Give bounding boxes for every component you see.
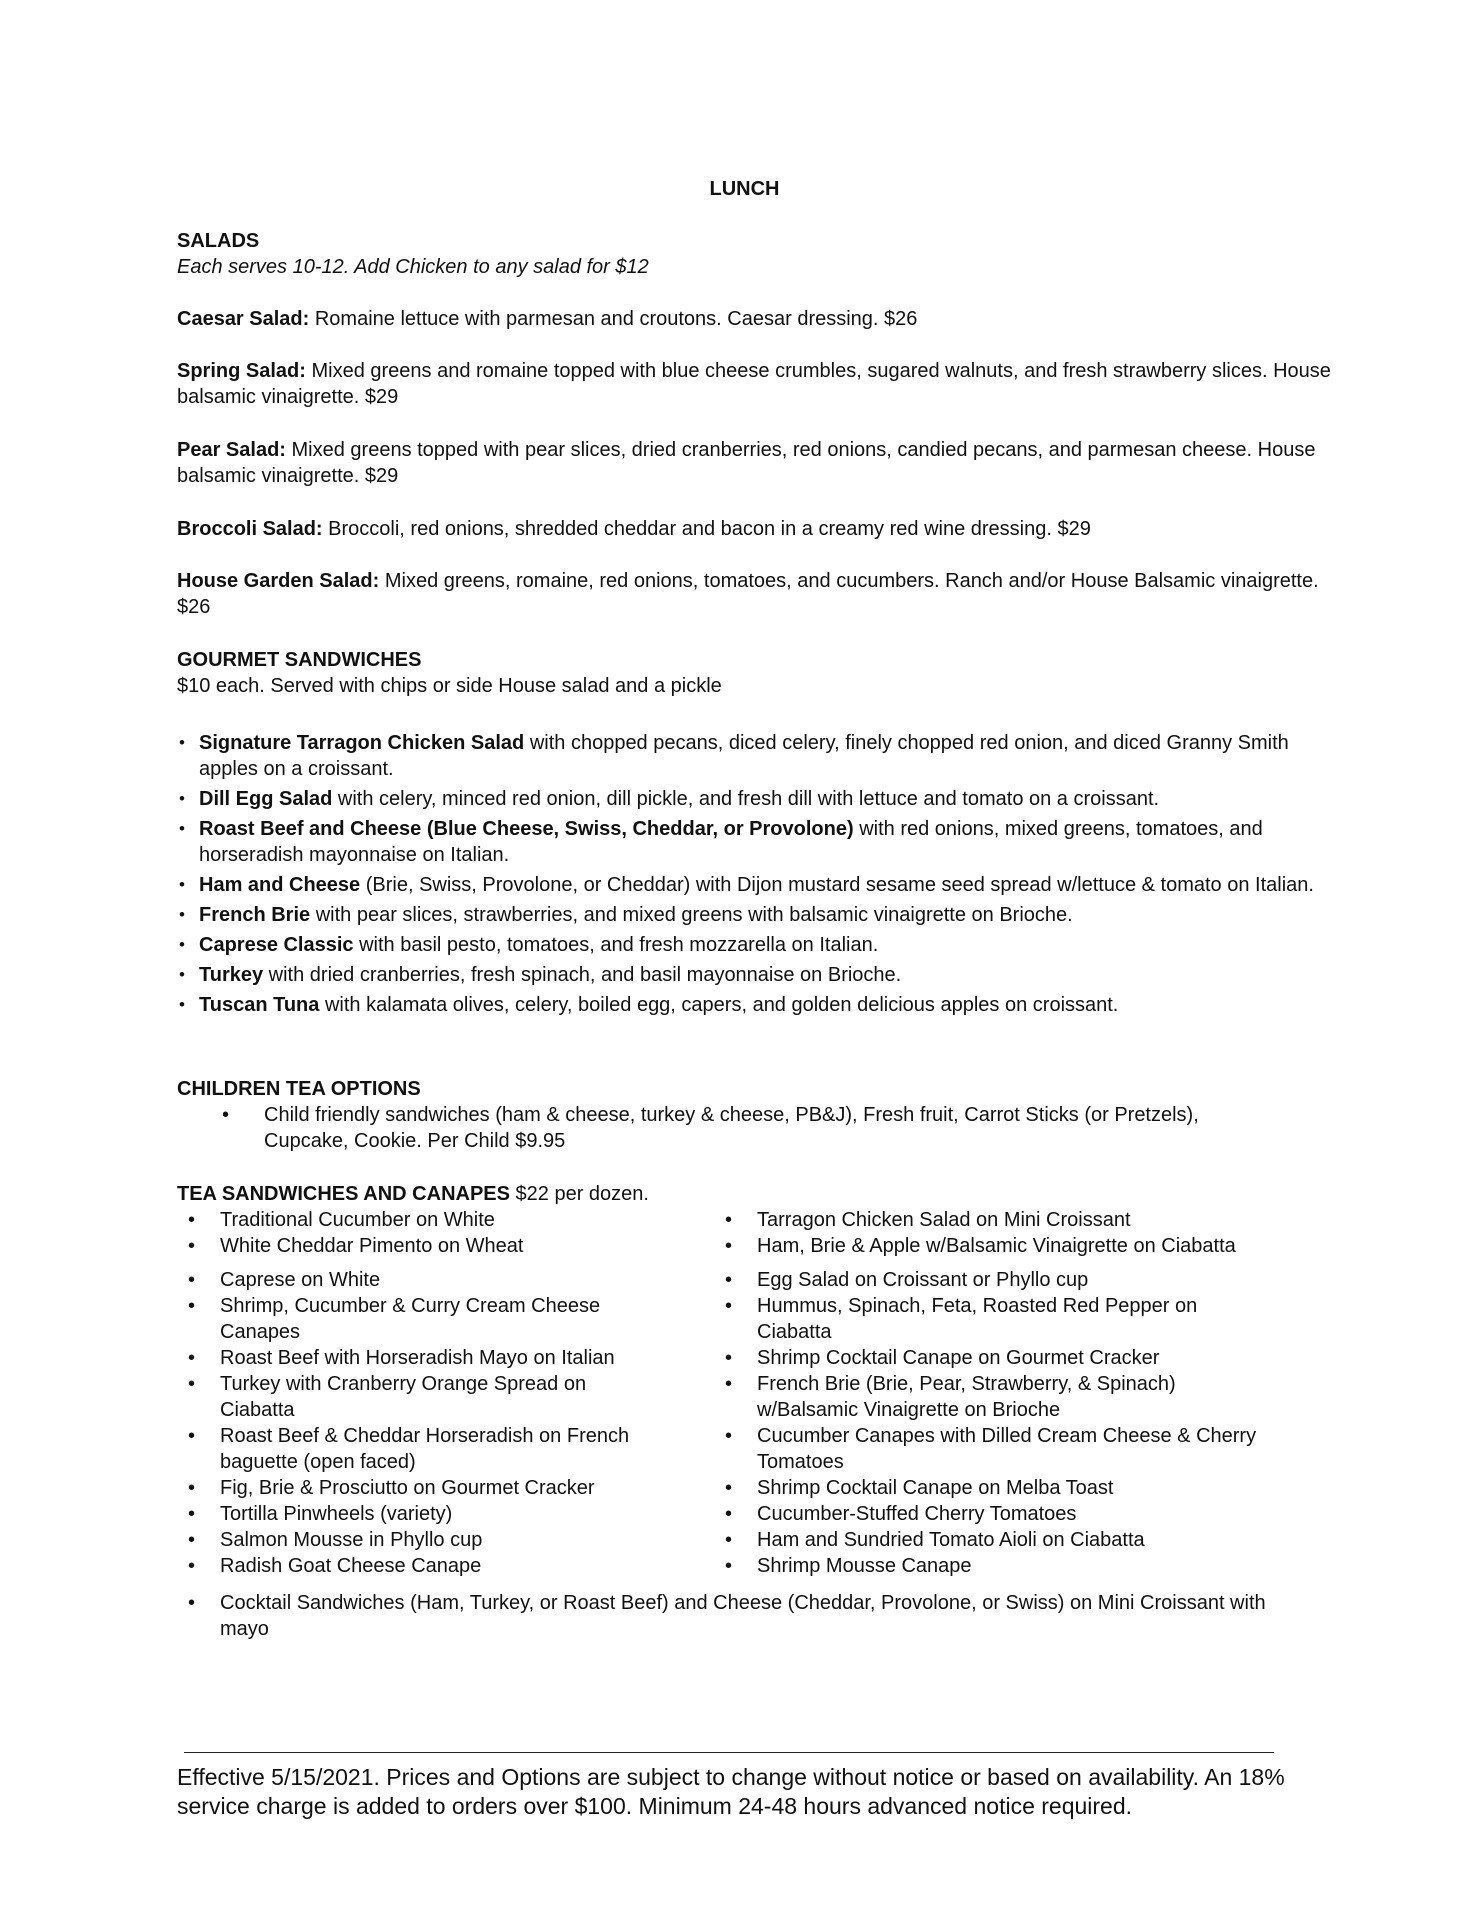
list-item [177, 962, 1317, 988]
salad-name: Caesar Salad: [177, 308, 310, 330]
list-item [177, 1553, 707, 1579]
bullet-icon: • [188, 1235, 196, 1257]
list-item [714, 1267, 1334, 1293]
list-item [177, 730, 1317, 782]
tea-item-text: Radish Goat Cheese Canape [220, 1555, 482, 1577]
salad-item [177, 568, 1337, 620]
salad-desc: Mixed greens and romaine topped with blue cheese crumbles, sugared walnuts, and fresh strawberry slices. House balsamic vinaigrette. $29 [177, 360, 1331, 408]
sandwich-desc: (Brie, Swiss, Provolone, or Cheddar) with Dijon mustard sesame seed spread w/lettuce & tomato on Italian. [360, 874, 1314, 896]
bullet-icon: • [725, 1425, 733, 1447]
tea-price: $22 per dozen. [509, 1183, 649, 1205]
salad-item [177, 306, 1337, 332]
children-section [177, 1076, 1317, 1154]
sandwich-name: Caprese Classic [199, 934, 354, 956]
sandwich-desc: with celery, minced red onion, dill pickle, and fresh dill with lettuce and tomato on a croissant. [332, 788, 1160, 810]
list-item [177, 786, 1317, 812]
list-item [714, 1423, 1257, 1475]
sandwich-desc: with dried cranberries, fresh spinach, and basil mayonnaise on Brioche. [263, 964, 902, 986]
list-item [177, 1233, 707, 1259]
salads-note: Each serves 10-12. Add Chicken to any salad for $12 [177, 256, 649, 278]
children-item-text: Child friendly sandwiches (ham & cheese, turkey & cheese, PB&J), Fresh fruit, Carrot Sticks (or Pretzels), Cupcake, Cookie. Per Child $9.95 [264, 1104, 1199, 1152]
list-item [177, 1102, 1264, 1154]
sandwiches-section [177, 647, 1337, 699]
children-heading: CHILDREN TEA OPTIONS [177, 1078, 421, 1100]
footer-notice: Effective 5/15/2021. Prices and Options are subject to change without notice or based on availability. An 18% service charge is added to orders over $100. Minimum 24-48 hours advanced notice required. [177, 1764, 1285, 1819]
list-item [714, 1475, 1334, 1501]
tea-right-column [714, 1207, 1334, 1579]
tea-item-text: Shrimp Cocktail Canape on Melba Toast [757, 1477, 1114, 1499]
sandwich-name: Dill Egg Salad [199, 788, 333, 810]
salads-heading: SALADS [177, 230, 260, 252]
bullet-icon: • [725, 1555, 733, 1577]
bullet-icon: • [188, 1529, 196, 1551]
bullet-icon: • [188, 1209, 196, 1231]
tea-item-text: Ham and Sundried Tomato Aioli on Ciabatta [757, 1529, 1145, 1551]
tea-item-text: Ham, Brie & Apple w/Balsamic Vinaigrette on Ciabatta [757, 1235, 1236, 1257]
tea-item-text: Salmon Mousse in Phyllo cup [220, 1529, 483, 1551]
tea-last-item [177, 1590, 1307, 1642]
salad-name: Broccoli Salad: [177, 518, 323, 540]
bullet-icon: • [725, 1295, 733, 1317]
tea-item-text: Shrimp Cocktail Canape on Gourmet Cracker [757, 1347, 1160, 1369]
salad-desc: Romaine lettuce with parmesan and croutons. Caesar dressing. $26 [309, 308, 918, 330]
sandwich-name: Roast Beef and Cheese (Blue Cheese, Swiss, Cheddar, or Provolone) [199, 818, 854, 840]
tea-item-text: Traditional Cucumber on White [220, 1209, 495, 1231]
tea-item-text: Roast Beef & Cheddar Horseradish on French baguette (open faced) [220, 1425, 630, 1473]
sandwiches-heading: GOURMET SANDWICHES [177, 649, 422, 671]
sandwich-desc: with kalamata olives, celery, boiled egg, capers, and golden delicious apples on croissant. [319, 994, 1119, 1016]
sandwich-desc: with pear slices, strawberries, and mixed greens with balsamic vinaigrette on Brioche. [310, 904, 1073, 926]
list-item [177, 1590, 1290, 1642]
bullet-icon: • [188, 1269, 196, 1291]
page-title: LUNCH [709, 178, 780, 200]
tea-item-text: Turkey with Cranberry Orange Spread on Ciabatta [220, 1373, 587, 1421]
tea-item-text: Cocktail Sandwiches (Ham, Turkey, or Roast Beef) and Cheese (Cheddar, Provolone, or Swiss) on Mini Croissant with mayo [220, 1592, 1266, 1640]
salad-desc: Broccoli, red onions, shredded cheddar and bacon in a creamy red wine dressing. $29 [322, 518, 1091, 540]
list-item [177, 1345, 707, 1371]
bullet-icon: • [725, 1209, 733, 1231]
tea-item-text: Cucumber Canapes with Dilled Cream Cheese & Cherry Tomatoes [757, 1425, 1257, 1473]
salad-name: Spring Salad: [177, 360, 306, 382]
list-item [714, 1553, 1334, 1579]
tea-item-text: Tarragon Chicken Salad on Mini Croissant [757, 1209, 1131, 1231]
bullet-icon: • [725, 1269, 733, 1291]
footer-divider [184, 1752, 1274, 1753]
sandwich-name: Turkey [199, 964, 264, 986]
bullet-icon: • [725, 1529, 733, 1551]
bullet-icon: • [725, 1235, 733, 1257]
tea-item-text: White Cheddar Pimento on Wheat [220, 1235, 524, 1257]
sandwich-name: Ham and Cheese [199, 874, 361, 896]
sandwich-name: Signature Tarragon Chicken Salad [199, 732, 525, 754]
sandwich-desc: with basil pesto, tomatoes, and fresh mozzarella on Italian. [353, 934, 879, 956]
list-item [177, 1527, 707, 1553]
bullet-icon: • [188, 1347, 196, 1369]
tea-item-text: Shrimp Mousse Canape [757, 1555, 972, 1577]
list-item [714, 1371, 1247, 1423]
tea-item-text: Shrimp, Cucumber & Curry Cream Cheese Canapes [220, 1295, 601, 1343]
list-item [177, 1207, 707, 1233]
list-item [714, 1207, 1334, 1233]
sandwich-desc: with chopped pecans, diced celery, finely chopped red onion, and diced Granny Smith apples on a croissant. [199, 732, 1289, 780]
list-item [177, 1423, 710, 1475]
list-item [177, 1475, 707, 1501]
tea-item-text: Cucumber-Stuffed Cherry Tomatoes [757, 1503, 1077, 1525]
list-item [177, 932, 1317, 958]
salad-name: House Garden Salad: [177, 570, 380, 592]
sandwich-list [177, 730, 1317, 1022]
tea-item-text: Fig, Brie & Prosciutto on Gourmet Cracker [220, 1477, 595, 1499]
salads-section [177, 228, 1337, 280]
tea-item-text: Tortilla Pinwheels (variety) [220, 1503, 453, 1525]
sandwiches-note: $10 each. Served with chips or side House salad and a pickle [177, 675, 722, 697]
sandwich-name: French Brie [199, 904, 311, 926]
bullet-icon: • [188, 1555, 196, 1577]
tea-heading: TEA SANDWICHES AND CANAPES [177, 1183, 510, 1205]
salad-name: Pear Salad: [177, 439, 286, 461]
salad-desc: Mixed greens, romaine, red onions, tomatoes, and cucumbers. Ranch and/or House Balsamic vinaigrette. $26 [177, 570, 1319, 618]
list-item [714, 1345, 1334, 1371]
list-item [177, 1501, 707, 1527]
list-item [177, 1371, 660, 1423]
tea-item-text: Caprese on White [220, 1269, 381, 1291]
tea-item-text: Hummus, Spinach, Feta, Roasted Red Pepper on Ciabatta [757, 1295, 1198, 1343]
salad-item [177, 358, 1337, 410]
tea-item-text: Roast Beef with Horseradish Mayo on Italian [220, 1347, 615, 1369]
salad-item [177, 516, 1337, 542]
tea-section [177, 1181, 1337, 1577]
bullet-icon: • [188, 1425, 196, 1447]
list-item [714, 1293, 1257, 1345]
list-item [714, 1233, 1334, 1259]
list-item [714, 1501, 1334, 1527]
salad-desc: Mixed greens topped with pear slices, dried cranberries, red onions, candied pecans, and parmesan cheese. House balsamic vinaigrette. $29 [177, 439, 1316, 487]
tea-item-text: Egg Salad on Croissant or Phyllo cup [757, 1269, 1089, 1291]
bullet-icon: • [725, 1347, 733, 1369]
list-item [714, 1527, 1334, 1553]
bullet-icon: • [725, 1477, 733, 1499]
list-item [177, 992, 1317, 1018]
tea-left-column [177, 1207, 707, 1579]
bullet-icon: • [222, 1104, 230, 1126]
bullet-icon: • [188, 1373, 196, 1395]
list-item [177, 902, 1317, 928]
bullet-icon: • [188, 1477, 196, 1499]
bullet-icon: • [188, 1503, 196, 1525]
bullet-icon: • [725, 1503, 733, 1525]
list-item [177, 1267, 707, 1293]
sandwich-desc: with red onions, mixed greens, tomatoes, and horseradish mayonnaise on Italian. [199, 818, 1263, 866]
bullet-icon: • [725, 1373, 733, 1395]
salad-item [177, 437, 1337, 489]
list-item [177, 872, 1317, 898]
sandwich-name: Tuscan Tuna [199, 994, 320, 1016]
tea-item-text: French Brie (Brie, Pear, Strawberry, & Spinach) w/Balsamic Vinaigrette on Brioche [757, 1373, 1176, 1421]
list-item [177, 816, 1317, 868]
list-item [177, 1293, 660, 1345]
bullet-icon: • [188, 1295, 196, 1317]
bullet-icon: • [188, 1592, 196, 1614]
